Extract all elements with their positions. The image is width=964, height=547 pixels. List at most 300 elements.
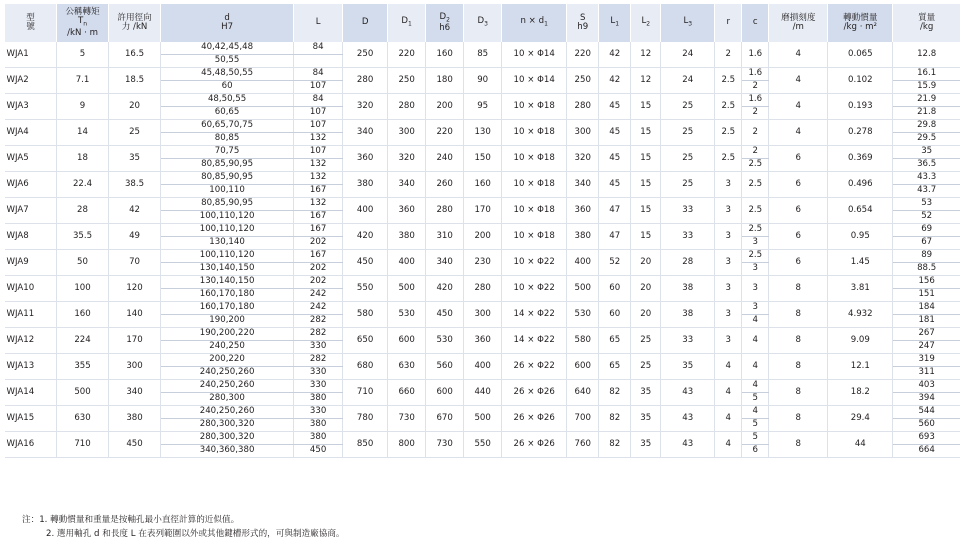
cell-nd1: 14 × Φ22	[502, 328, 567, 354]
cell-wear-scale: 8	[769, 276, 828, 302]
cell-radial-force: 49	[109, 224, 161, 250]
cell-L: 167	[294, 185, 343, 198]
header-D1: $D_1$	[388, 4, 426, 42]
cell-d: 340	[343, 120, 388, 146]
header-L: L	[294, 4, 343, 42]
table-row	[5, 380, 961, 393]
cell-L: 132	[294, 133, 343, 146]
cell-wear-scale: 4	[769, 120, 828, 146]
cell-nd1: 26 × Φ26	[502, 406, 567, 432]
cell-torque: 224	[57, 328, 109, 354]
cell-c: 2.5	[742, 159, 769, 172]
cell-d3: 200	[464, 224, 502, 250]
cell-c: 1.6	[742, 68, 769, 81]
cell-L: 107	[294, 81, 343, 94]
table-row	[5, 68, 961, 81]
cell-r: 3	[715, 172, 742, 198]
cell-d3: 150	[464, 146, 502, 172]
cell-wear-scale: 4	[769, 68, 828, 94]
cell-mass: 560	[893, 419, 960, 432]
cell-s: 700	[567, 406, 599, 432]
cell-d: 380	[343, 172, 388, 198]
cell-torque: 22.4	[57, 172, 109, 198]
cell-inertia: 0.496	[828, 172, 893, 198]
header-nd1: $n \times d_1$	[502, 4, 567, 42]
cell-d1: 340	[388, 172, 426, 198]
cell-r: 4	[715, 406, 742, 432]
cell-mass: 29.5	[893, 133, 960, 146]
cell-L: 330	[294, 380, 343, 393]
cell-d1: 280	[388, 94, 426, 120]
cell-mass: 181	[893, 315, 960, 328]
header-D: D	[343, 4, 388, 42]
cell-L: 380	[294, 432, 343, 445]
cell-inertia: 0.193	[828, 94, 893, 120]
cell-l3: 25	[661, 146, 715, 172]
cell-wear-scale: 8	[769, 302, 828, 328]
cell-l3: 24	[661, 42, 715, 68]
cell-c: 2	[742, 81, 769, 94]
cell-inertia: 0.102	[828, 68, 893, 94]
cell-d2: 420	[426, 276, 464, 302]
cell-mass: 156	[893, 276, 960, 289]
table-row	[5, 198, 961, 211]
cell-d2: 160	[426, 42, 464, 68]
cell-d: 680	[343, 354, 388, 380]
cell-inertia: 0.369	[828, 146, 893, 172]
cell-d2: 450	[426, 302, 464, 328]
cell-bore-d: 80,85,90,95	[161, 198, 294, 211]
cell-radial-force: 380	[109, 406, 161, 432]
cell-mass: 403	[893, 380, 960, 393]
cell-model: WJA11	[5, 302, 57, 328]
header-D2: $D_2$ h6	[426, 4, 464, 42]
cell-bore-d: 280,300	[161, 393, 294, 406]
cell-l3: 25	[661, 172, 715, 198]
cell-s: 360	[567, 198, 599, 224]
cell-torque: 710	[57, 432, 109, 458]
cell-L: 107	[294, 120, 343, 133]
cell-mass: 12.8	[893, 42, 960, 68]
cell-L	[294, 55, 343, 68]
cell-d3: 160	[464, 172, 502, 198]
cell-d2: 600	[426, 380, 464, 406]
cell-c: 2.5	[742, 224, 769, 237]
cell-L: 132	[294, 172, 343, 185]
cell-d: 850	[343, 432, 388, 458]
cell-d1: 300	[388, 120, 426, 146]
cell-nd1: 10 × Φ22	[502, 276, 567, 302]
cell-bore-d: 160,170,180	[161, 302, 294, 315]
cell-c: 5	[742, 432, 769, 445]
cell-bore-d: 240,250	[161, 341, 294, 354]
cell-l2: 25	[631, 354, 661, 380]
cell-l2: 35	[631, 406, 661, 432]
cell-L: 330	[294, 367, 343, 380]
header-L2: $L_2$	[631, 4, 661, 42]
cell-torque: 35.5	[57, 224, 109, 250]
cell-c: 4	[742, 354, 769, 380]
cell-model: WJA16	[5, 432, 57, 458]
cell-torque: 28	[57, 198, 109, 224]
cell-mass: 52	[893, 211, 960, 224]
cell-s: 300	[567, 120, 599, 146]
cell-l2: 35	[631, 432, 661, 458]
cell-d: 400	[343, 198, 388, 224]
cell-model: WJA8	[5, 224, 57, 250]
table-row	[5, 354, 961, 367]
cell-c: 3	[742, 276, 769, 302]
header-torque: 公稱轉矩 $T_n$ /kN · m	[57, 4, 109, 42]
cell-d: 650	[343, 328, 388, 354]
cell-wear-scale: 4	[769, 42, 828, 68]
cell-c: 3	[742, 263, 769, 276]
cell-bore-d: 130,140,150	[161, 263, 294, 276]
cell-L: 330	[294, 406, 343, 419]
cell-l2: 35	[631, 380, 661, 406]
cell-l3: 25	[661, 120, 715, 146]
cell-nd1: 10 × Φ14	[502, 42, 567, 68]
cell-inertia: 0.95	[828, 224, 893, 250]
cell-d: 250	[343, 42, 388, 68]
cell-mass: 247	[893, 341, 960, 354]
cell-r: 4	[715, 432, 742, 458]
table-row	[5, 224, 961, 237]
cell-mass: 544	[893, 406, 960, 419]
cell-d: 450	[343, 250, 388, 276]
cell-l2: 20	[631, 250, 661, 276]
header-bore-d: d H7	[161, 4, 294, 42]
header-L3: $L_3$	[661, 4, 715, 42]
cell-l2: 15	[631, 120, 661, 146]
cell-L: 282	[294, 354, 343, 367]
cell-d1: 530	[388, 302, 426, 328]
cell-L: 167	[294, 250, 343, 263]
cell-torque: 18	[57, 146, 109, 172]
cell-model: WJA3	[5, 94, 57, 120]
cell-bore-d: 130,140	[161, 237, 294, 250]
cell-wear-scale: 8	[769, 328, 828, 354]
cell-L: 202	[294, 237, 343, 250]
cell-nd1: 10 × Φ14	[502, 68, 567, 94]
table-row	[5, 146, 961, 159]
footnote-1: 注：1. 轉動慣量和重量是按軸孔最小直徑計算的近似值。	[22, 515, 240, 525]
cell-l2: 25	[631, 328, 661, 354]
cell-torque: 50	[57, 250, 109, 276]
cell-model: WJA12	[5, 328, 57, 354]
cell-l2: 12	[631, 68, 661, 94]
cell-d1: 630	[388, 354, 426, 380]
cell-c: 4	[742, 328, 769, 354]
cell-d1: 660	[388, 380, 426, 406]
cell-r: 3	[715, 250, 742, 276]
table-row	[5, 432, 961, 445]
cell-d: 710	[343, 380, 388, 406]
cell-model: WJA5	[5, 146, 57, 172]
cell-torque: 160	[57, 302, 109, 328]
cell-l1: 45	[599, 120, 631, 146]
cell-s: 340	[567, 172, 599, 198]
cell-l2: 15	[631, 198, 661, 224]
cell-bore-d: 340,360,380	[161, 445, 294, 458]
cell-nd1: 10 × Φ18	[502, 94, 567, 120]
cell-c: 2.5	[742, 172, 769, 198]
cell-inertia: 9.09	[828, 328, 893, 354]
cell-d2: 200	[426, 94, 464, 120]
cell-c: 2	[742, 120, 769, 146]
cell-inertia: 18.2	[828, 380, 893, 406]
cell-inertia: 44	[828, 432, 893, 458]
cell-d: 320	[343, 94, 388, 120]
cell-c: 6	[742, 445, 769, 458]
cell-torque: 7.1	[57, 68, 109, 94]
cell-l1: 82	[599, 432, 631, 458]
cell-radial-force: 70	[109, 250, 161, 276]
cell-bore-d: 200,220	[161, 354, 294, 367]
cell-l3: 43	[661, 406, 715, 432]
cell-l3: 38	[661, 302, 715, 328]
cell-model: WJA9	[5, 250, 57, 276]
cell-r: 3	[715, 198, 742, 224]
cell-model: WJA2	[5, 68, 57, 94]
header-wear-scale: 磨損刻度 /m	[769, 4, 828, 42]
cell-mass: 394	[893, 393, 960, 406]
cell-mass: 43.7	[893, 185, 960, 198]
cell-radial-force: 300	[109, 354, 161, 380]
cell-l2: 15	[631, 172, 661, 198]
cell-d2: 220	[426, 120, 464, 146]
cell-s: 380	[567, 224, 599, 250]
cell-mass: 151	[893, 289, 960, 302]
cell-mass: 53	[893, 198, 960, 211]
cell-d3: 90	[464, 68, 502, 94]
cell-l1: 65	[599, 354, 631, 380]
cell-L: 132	[294, 159, 343, 172]
spec-table-container	[4, 4, 960, 458]
cell-bore-d: 190,200	[161, 315, 294, 328]
cell-L: 202	[294, 263, 343, 276]
cell-radial-force: 18.5	[109, 68, 161, 94]
cell-s: 320	[567, 146, 599, 172]
cell-model: WJA13	[5, 354, 57, 380]
cell-c: 3	[742, 302, 769, 315]
cell-s: 760	[567, 432, 599, 458]
cell-l3: 43	[661, 380, 715, 406]
cell-wear-scale: 6	[769, 198, 828, 224]
cell-r: 2.5	[715, 146, 742, 172]
cell-torque: 14	[57, 120, 109, 146]
footnote-2: 2. 選用軸孔 d 和長度 L 在表列範圍以外或其他鍵槽形式的，可與制造廠協商。	[46, 529, 345, 539]
header-D3: $D_3$	[464, 4, 502, 42]
cell-L: 380	[294, 393, 343, 406]
cell-c: 1.6	[742, 42, 769, 68]
cell-d3: 95	[464, 94, 502, 120]
cell-r: 4	[715, 380, 742, 406]
cell-d3: 360	[464, 328, 502, 354]
cell-inertia: 12.1	[828, 354, 893, 380]
cell-d2: 530	[426, 328, 464, 354]
cell-L: 450	[294, 445, 343, 458]
cell-mass: 664	[893, 445, 960, 458]
cell-bore-d: 50,55	[161, 55, 294, 68]
table-row	[5, 328, 961, 341]
header-c: c	[742, 4, 769, 42]
cell-bore-d: 80,85	[161, 133, 294, 146]
cell-nd1: 10 × Φ18	[502, 224, 567, 250]
cell-d3: 280	[464, 276, 502, 302]
cell-inertia: 0.278	[828, 120, 893, 146]
cell-d3: 230	[464, 250, 502, 276]
header-mass: 質量 /kg	[893, 4, 960, 42]
cell-l1: 42	[599, 42, 631, 68]
cell-L: 107	[294, 107, 343, 120]
cell-radial-force: 25	[109, 120, 161, 146]
cell-s: 220	[567, 42, 599, 68]
cell-s: 580	[567, 328, 599, 354]
cell-torque: 100	[57, 276, 109, 302]
cell-s: 600	[567, 354, 599, 380]
cell-mass: 693	[893, 432, 960, 445]
cell-r: 2.5	[715, 94, 742, 120]
cell-l2: 12	[631, 42, 661, 68]
cell-L: 84	[294, 94, 343, 107]
cell-d2: 180	[426, 68, 464, 94]
table-row	[5, 250, 961, 263]
cell-d: 420	[343, 224, 388, 250]
cell-d: 360	[343, 146, 388, 172]
cell-bore-d: 280,300,320	[161, 432, 294, 445]
cell-l1: 60	[599, 276, 631, 302]
cell-bore-d: 100,110,120	[161, 211, 294, 224]
cell-inertia: 1.45	[828, 250, 893, 276]
cell-c: 2.5	[742, 198, 769, 224]
cell-s: 640	[567, 380, 599, 406]
cell-mass: 15.9	[893, 81, 960, 94]
cell-wear-scale: 6	[769, 224, 828, 250]
cell-torque: 5	[57, 42, 109, 68]
cell-d: 780	[343, 406, 388, 432]
cell-bore-d: 240,250,260	[161, 406, 294, 419]
cell-bore-d: 80,85,90,95	[161, 172, 294, 185]
cell-mass: 319	[893, 354, 960, 367]
header-r: r	[715, 4, 742, 42]
cell-d2: 560	[426, 354, 464, 380]
cell-wear-scale: 8	[769, 432, 828, 458]
header-inertia: 轉動慣量 /kg · m²	[828, 4, 893, 42]
cell-mass: 16.1	[893, 68, 960, 81]
cell-l3: 33	[661, 198, 715, 224]
cell-c: 5	[742, 393, 769, 406]
cell-nd1: 10 × Φ18	[502, 146, 567, 172]
cell-l1: 65	[599, 328, 631, 354]
cell-mass: 67	[893, 237, 960, 250]
cell-wear-scale: 8	[769, 354, 828, 380]
cell-L: 282	[294, 315, 343, 328]
cell-l3: 33	[661, 224, 715, 250]
cell-d: 280	[343, 68, 388, 94]
cell-l3: 38	[661, 276, 715, 302]
cell-l3: 43	[661, 432, 715, 458]
cell-s: 400	[567, 250, 599, 276]
cell-d1: 220	[388, 42, 426, 68]
cell-l1: 45	[599, 146, 631, 172]
cell-d3: 400	[464, 354, 502, 380]
cell-bore-d: 60	[161, 81, 294, 94]
cell-L: 242	[294, 289, 343, 302]
cell-l3: 24	[661, 68, 715, 94]
cell-nd1: 10 × Φ18	[502, 198, 567, 224]
table-row	[5, 406, 961, 419]
cell-mass: 69	[893, 224, 960, 237]
cell-bore-d: 70,75	[161, 146, 294, 159]
cell-l2: 15	[631, 94, 661, 120]
cell-c: 4	[742, 315, 769, 328]
table-row	[5, 120, 961, 133]
cell-L: 330	[294, 341, 343, 354]
cell-r: 3	[715, 224, 742, 250]
cell-d3: 85	[464, 42, 502, 68]
cell-c: 2	[742, 146, 769, 159]
cell-d3: 500	[464, 406, 502, 432]
cell-l2: 15	[631, 146, 661, 172]
cell-d3: 130	[464, 120, 502, 146]
table-row	[5, 42, 961, 55]
cell-d2: 280	[426, 198, 464, 224]
cell-wear-scale: 8	[769, 406, 828, 432]
header-radial-force: 許用徑向 力 /kN	[109, 4, 161, 42]
cell-mass: 311	[893, 367, 960, 380]
cell-model: WJA1	[5, 42, 57, 68]
cell-wear-scale: 8	[769, 380, 828, 406]
cell-torque: 355	[57, 354, 109, 380]
cell-l1: 52	[599, 250, 631, 276]
cell-model: WJA4	[5, 120, 57, 146]
cell-radial-force: 140	[109, 302, 161, 328]
cell-d2: 340	[426, 250, 464, 276]
cell-wear-scale: 6	[769, 146, 828, 172]
cell-l3: 25	[661, 94, 715, 120]
cell-inertia: 4.932	[828, 302, 893, 328]
cell-d2: 260	[426, 172, 464, 198]
cell-mass: 35	[893, 146, 960, 159]
cell-l1: 47	[599, 198, 631, 224]
cell-d2: 670	[426, 406, 464, 432]
cell-s: 500	[567, 276, 599, 302]
header-S: S h9	[567, 4, 599, 42]
cell-d1: 380	[388, 224, 426, 250]
cell-d: 550	[343, 276, 388, 302]
cell-bore-d: 190,200,220	[161, 328, 294, 341]
cell-nd1: 26 × Φ26	[502, 380, 567, 406]
cell-d1: 400	[388, 250, 426, 276]
cell-l1: 45	[599, 94, 631, 120]
cell-c: 5	[742, 419, 769, 432]
cell-wear-scale: 6	[769, 250, 828, 276]
cell-r: 2	[715, 42, 742, 68]
cell-L: 84	[294, 42, 343, 55]
table-header	[5, 4, 961, 42]
cell-l2: 15	[631, 224, 661, 250]
cell-radial-force: 120	[109, 276, 161, 302]
cell-wear-scale: 6	[769, 172, 828, 198]
cell-c: 4	[742, 406, 769, 419]
cell-bore-d: 280,300,320	[161, 419, 294, 432]
table-row	[5, 276, 961, 289]
cell-l1: 45	[599, 172, 631, 198]
cell-mass: 36.5	[893, 159, 960, 172]
cell-radial-force: 340	[109, 380, 161, 406]
cell-bore-d: 45,48,50,55	[161, 68, 294, 81]
